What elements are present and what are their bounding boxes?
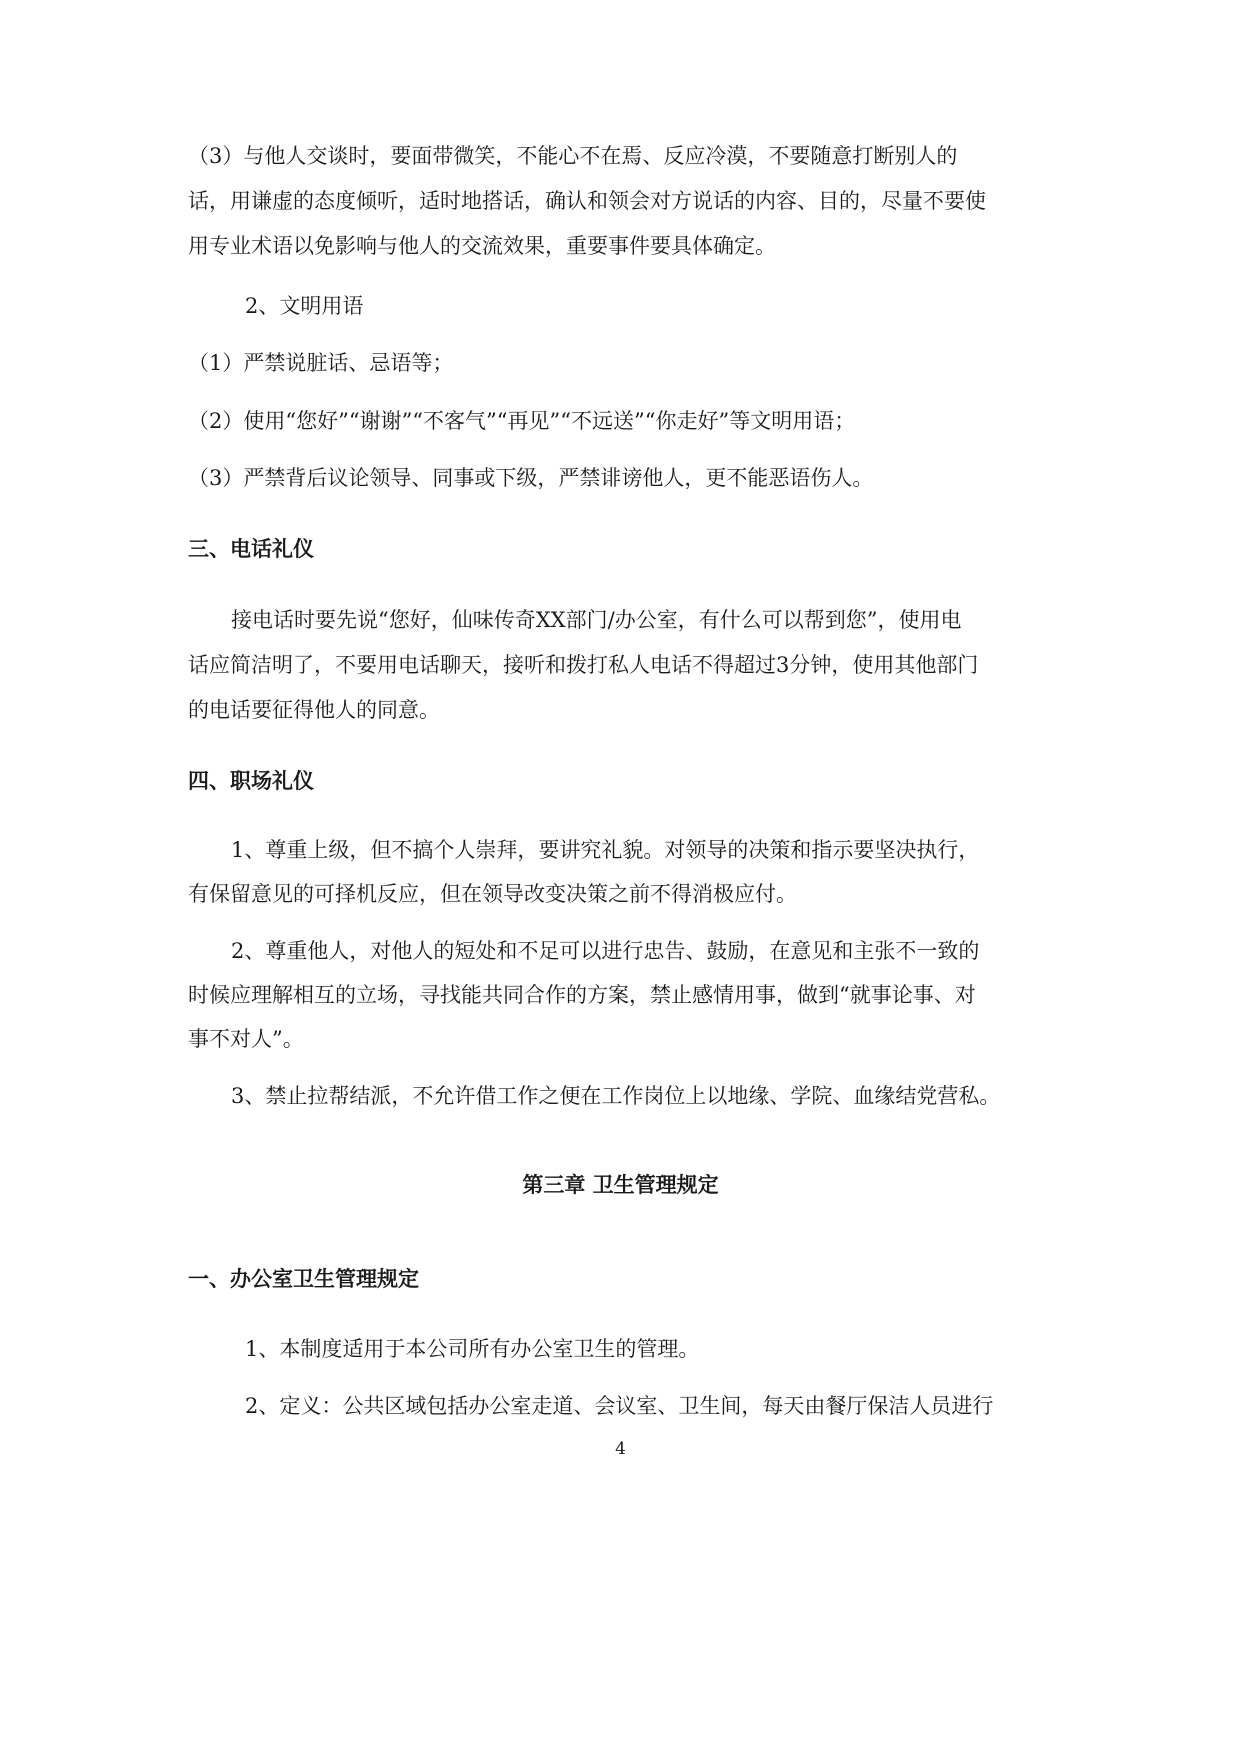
page-number: 4 xyxy=(615,1439,626,1459)
paragraph-line: 时候应理解相互的立场，寻找能共同合作的方案，禁止感情用事，做到“就事论事、对 xyxy=(188,983,976,1007)
paragraph-line: 话应简洁明了，不要用电话聊天，接听和拨打私人电话不得超过3分钟，使用其他部门 xyxy=(188,653,979,677)
paragraph-line: 1、尊重上级，但不搞个人崇拜，要讲究礼貌。对领导的决策和指示要坚决执行， xyxy=(231,838,980,862)
paragraph-line: 用专业术语以免影响与他人的交流效果，重要事件要具体确定。 xyxy=(188,234,776,258)
paragraph-line: 的电话要征得他人的同意。 xyxy=(188,698,440,722)
paragraph-line: 3、禁止拉帮结派，不允许借工作之便在工作岗位上以地缘、学院、血缘结党营私。 xyxy=(231,1084,1001,1108)
paragraph-line: （3）与他人交谈时，要面带微笑，不能心不在焉、反应冷漠，不要随意打断别人的 xyxy=(188,144,958,168)
section-heading: 三、电话礼仪 xyxy=(188,537,314,561)
paragraph-line: 接电话时要先说“您好，仙味传奇XX部门/办公室，有什么可以帮到您”，使用电 xyxy=(231,608,962,632)
section-heading: 一、办公室卫生管理规定 xyxy=(188,1267,419,1291)
list-item: （3）严禁背后议论领导、同事或下级，严禁诽谤他人，更不能恶语伤人。 xyxy=(188,466,874,490)
section-heading: 四、职场礼仪 xyxy=(188,769,314,793)
list-item: 2、定义：公共区域包括办公室走道、会议室、卫生间，每天由餐厅保洁人员进行 xyxy=(245,1394,994,1418)
list-item: 1、本制度适用于本公司所有办公室卫生的管理。 xyxy=(245,1337,700,1361)
paragraph-line: 话，用谦虚的态度倾听，适时地搭话，确认和领会对方说话的内容、目的，尽量不要使 xyxy=(188,189,986,213)
chapter-title: 第三章 卫生管理规定 xyxy=(522,1173,719,1197)
list-item: （2）使用“您好”“谢谢”“不客气”“再见”“不远送”“你走好”等文明用语； xyxy=(188,409,856,433)
paragraph-line: 事不对人”。 xyxy=(188,1027,304,1051)
paragraph-line: 有保留意见的可择机反应，但在领导改变决策之前不得消极应付。 xyxy=(188,882,797,906)
list-item: （1）严禁说脏话、忌语等； xyxy=(188,351,454,375)
subsection-title: 2、文明用语 xyxy=(245,294,364,318)
paragraph-line: 2、尊重他人，对他人的短处和不足可以进行忠告、鼓励，在意见和主张不一致的 xyxy=(231,939,980,963)
